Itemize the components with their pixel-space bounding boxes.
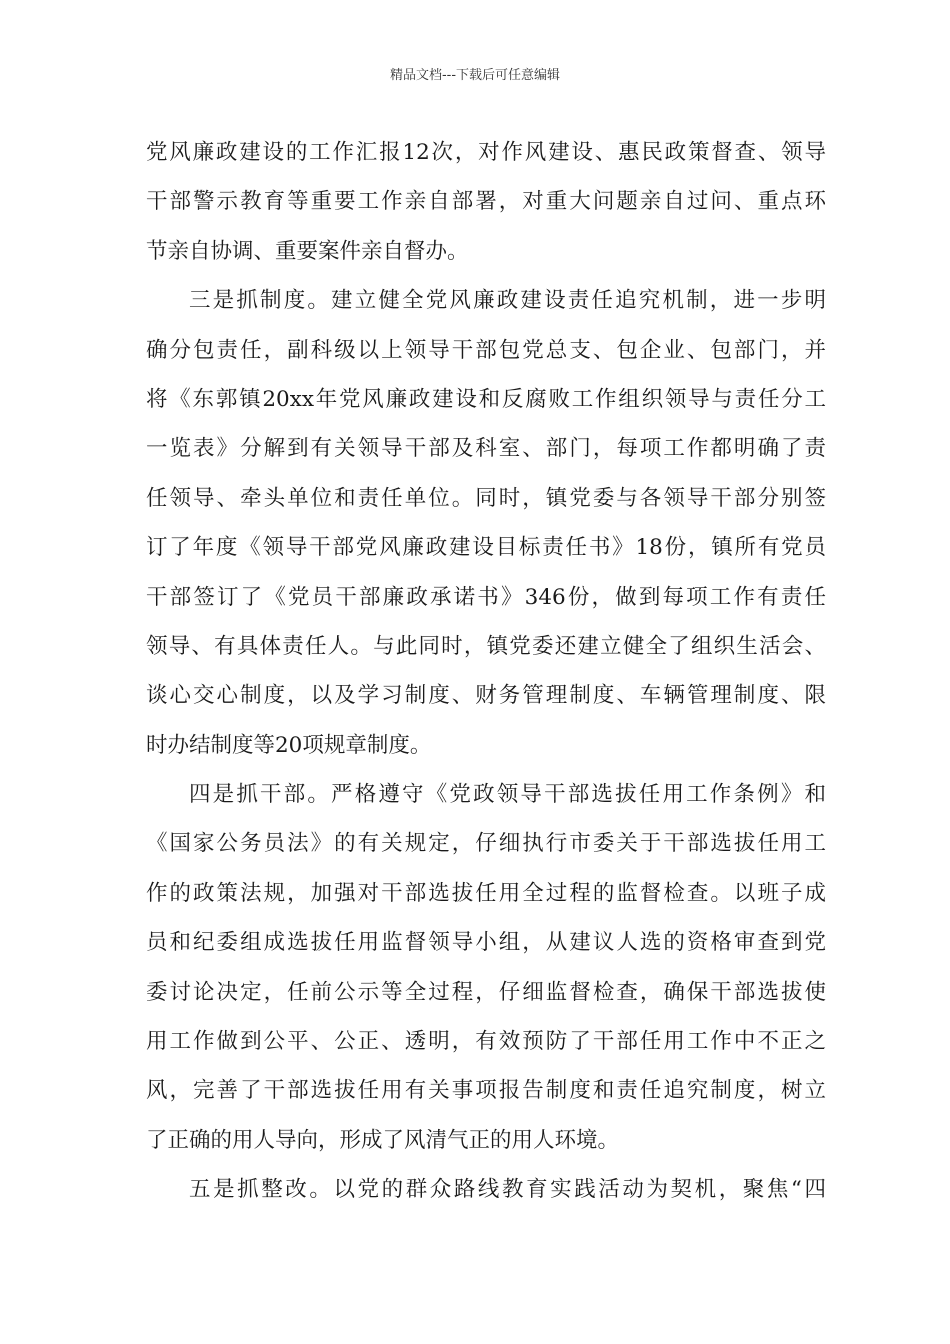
text-line: 任领导、牵头单位和责任单位。同时，镇党委与各领导干部分别签 [146,485,826,511]
text-line: 委讨论决定，任前公示等全过程，仔细监督检查，确保干部选拔使 [146,979,826,1005]
paragraph-first-line: 四是抓干部。严格遵守《党政领导干部选拔任用工作条例》和 [189,782,826,808]
text-line: 订了年度《领导干部党风廉政建设目标责任书》18份，镇所有党员 [146,535,826,561]
text-line: 了正确的用人导向，形成了风清气正的用人环境。 [146,1127,620,1153]
text-line: 用工作做到公平、公正、透明，有效预防了干部任用工作中不正之 [146,1029,826,1055]
text-line: 作的政策法规，加强对干部选拔任用全过程的监督检查。以班子成 [146,880,826,906]
paragraph-first-line: 三是抓制度。建立健全党风廉政建设责任追究机制，进一步明 [189,288,826,314]
text-line: 一览表》分解到有关领导干部及科室、部门，每项工作都明确了责 [146,436,826,462]
text-line: 时办结制度等20项规章制度。 [146,732,432,758]
text-line: 党风廉政建设的工作汇报12次，对作风建设、惠民政策督查、领导 [146,140,826,165]
text-line: 干部警示教育等重要工作亲自部署，对重大问题亲自过问、重点环 [146,189,826,215]
text-line: 《国家公务员法》的有关规定，仔细执行市委关于干部选拔任用工 [146,831,826,857]
document-body [146,128,826,1215]
text-line: 干部签订了《党员干部廉政承诺书》346份，做到每项工作有责任 [146,584,826,610]
paragraph-first-line: 五是抓整改。以党的群众路线教育实践活动为契机，聚焦“四 [189,1177,826,1203]
text-line: 将《东郭镇20xx年党风廉政建设和反腐败工作组织领导与责任分工 [146,386,826,412]
text-line: 确分包责任，副科级以上领导干部包党总支、包企业、包部门，并 [146,337,826,363]
text-line: 领导、有具体责任人。与此同时，镇党委还建立健全了组织生活会、 [146,633,826,659]
text-line: 谈心交心制度，以及学习制度、财务管理制度、车辆管理制度、限 [146,683,826,709]
text-line: 风，完善了干部选拔任用有关事项报告制度和责任追究制度，树立 [146,1078,826,1104]
text-line: 节亲自协调、重要案件亲自督办。 [146,238,469,264]
page-header: 精品文档---下载后可任意编辑 [389,68,561,83]
text-line: 员和纪委组成选拔任用监督领导小组，从建议人选的资格审查到党 [146,930,826,956]
